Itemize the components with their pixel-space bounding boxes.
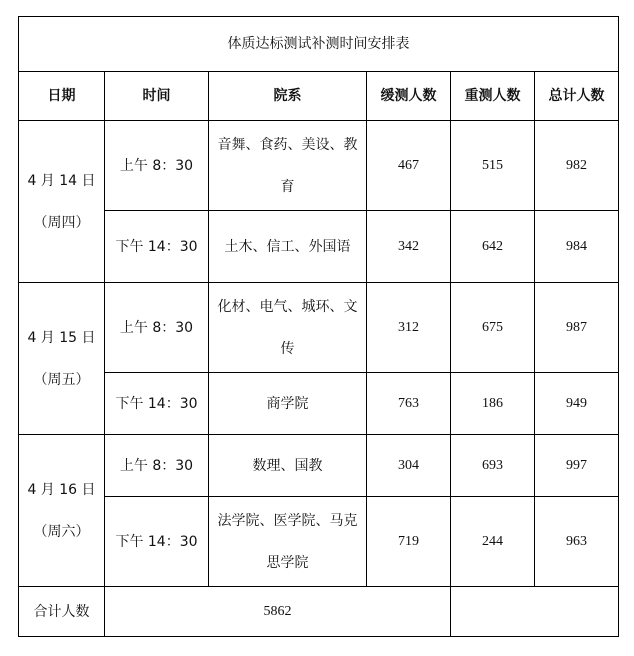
summary-label: 合计人数 xyxy=(19,587,105,637)
table-row xyxy=(19,435,619,497)
summary-value: 5862 xyxy=(105,587,451,637)
header-makeup: 缓测人数 xyxy=(367,72,451,121)
table-title: 体质达标测试补测时间安排表 xyxy=(19,17,619,72)
college-cell: 音舞、食药、美设、教育 xyxy=(209,121,367,211)
college-cell: 化材、电气、城环、文传 xyxy=(209,283,367,373)
time-cell: 上午 8：30 xyxy=(105,121,209,211)
date-label: 4 月 16 日 xyxy=(27,481,96,498)
date-label: 4 月 15 日 xyxy=(27,329,96,346)
makeup-count: 467 xyxy=(367,121,451,211)
date-cell xyxy=(19,121,105,283)
total-count: 987 xyxy=(535,283,619,373)
time-cell: 下午 14：30 xyxy=(105,497,209,587)
time-cell: 下午 14：30 xyxy=(105,373,209,435)
summary-empty xyxy=(451,587,619,637)
total-count: 982 xyxy=(535,121,619,211)
college-cell: 数理、国教 xyxy=(209,435,367,497)
date-cell xyxy=(19,283,105,435)
header-retest: 重测人数 xyxy=(451,72,535,121)
makeup-count: 763 xyxy=(367,373,451,435)
total-count: 963 xyxy=(535,497,619,587)
time-cell: 上午 8：30 xyxy=(105,283,209,373)
time-cell: 下午 14：30 xyxy=(105,211,209,283)
college-cell: 土木、信工、外国语 xyxy=(209,211,367,283)
table-row xyxy=(19,211,619,283)
time-cell: 上午 8：30 xyxy=(105,435,209,497)
schedule-table xyxy=(18,16,619,637)
total-count: 997 xyxy=(535,435,619,497)
table-row xyxy=(19,497,619,587)
weekday-label: （周五） xyxy=(33,371,90,388)
date-cell xyxy=(19,435,105,587)
date-label: 4 月 14 日 xyxy=(27,172,96,189)
makeup-count: 342 xyxy=(367,211,451,283)
college-cell: 法学院、医学院、马克思学院 xyxy=(209,497,367,587)
weekday-label: （周四） xyxy=(33,214,90,231)
makeup-count: 304 xyxy=(367,435,451,497)
makeup-count: 312 xyxy=(367,283,451,373)
retest-count: 244 xyxy=(451,497,535,587)
weekday-label: （周六） xyxy=(33,523,90,540)
retest-count: 693 xyxy=(451,435,535,497)
makeup-count: 719 xyxy=(367,497,451,587)
retest-count: 515 xyxy=(451,121,535,211)
header-college: 院系 xyxy=(209,72,367,121)
retest-count: 675 xyxy=(451,283,535,373)
total-count: 949 xyxy=(535,373,619,435)
table-row xyxy=(19,373,619,435)
table-row xyxy=(19,283,619,373)
retest-count: 642 xyxy=(451,211,535,283)
header-date: 日期 xyxy=(19,72,105,121)
header-time: 时间 xyxy=(105,72,209,121)
retest-count: 186 xyxy=(451,373,535,435)
header-total: 总计人数 xyxy=(535,72,619,121)
table-row xyxy=(19,121,619,211)
summary-row xyxy=(19,587,619,637)
college-cell: 商学院 xyxy=(209,373,367,435)
total-count: 984 xyxy=(535,211,619,283)
